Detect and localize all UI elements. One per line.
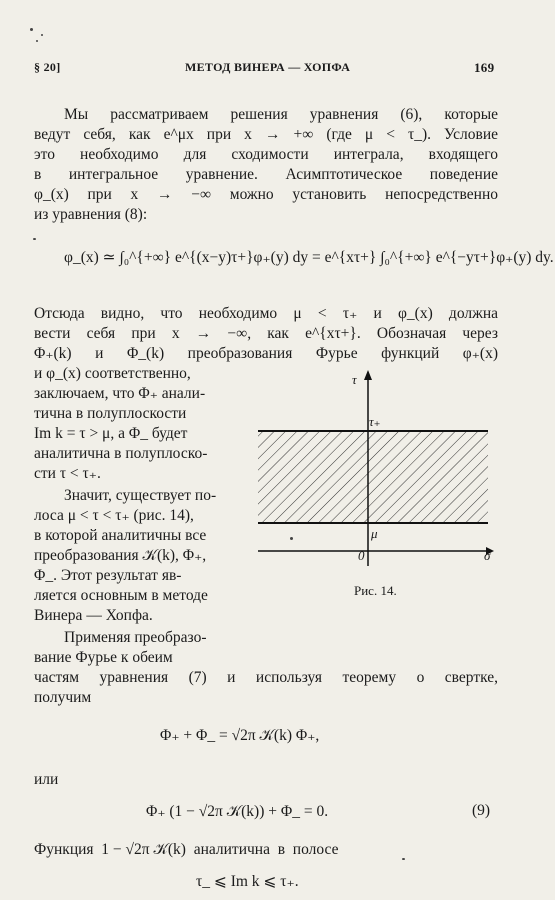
analyticity-strip bbox=[258, 431, 488, 523]
para2-line-1: Отсюда видно, что необходимо μ < τ₊ и φ_(x) должна bbox=[34, 305, 498, 322]
para4-line-2: получим bbox=[34, 689, 92, 706]
figure-label-tau: τ bbox=[352, 372, 357, 387]
para3-line-5: Φ_. Этот результат яв- bbox=[34, 567, 182, 584]
scan-speck bbox=[30, 28, 33, 31]
para1-line-3: это необходимо для сходимости интеграла, входящего bbox=[34, 146, 498, 163]
para3-line-2: лоса μ < τ < τ₊ (рис. 14), bbox=[34, 507, 194, 524]
final-equation: τ_ ⩽ Im k ⩽ τ₊. bbox=[196, 873, 299, 890]
equation-9-number: (9) bbox=[472, 802, 491, 819]
figure-label-mu: μ bbox=[371, 526, 378, 541]
para1-line-6: из уравнения (8): bbox=[34, 206, 148, 223]
vertical-axis-arrow bbox=[364, 370, 372, 380]
figure-label-origin: 0 bbox=[358, 548, 365, 563]
para1-line-2: ведут себя, как e^μx при x → +∞ (где μ < τ_). Условие bbox=[34, 126, 498, 143]
figure-label-tau-plus: τ₊ bbox=[369, 414, 381, 429]
para4-narrow-line-2: вание Фурье к обеим bbox=[34, 649, 173, 666]
equation-8: φ_(x) ≃ ∫₀^{+∞} e^{(x−y)τ+}φ₊(y) dy = e^{xτ+} ∫₀^{+∞} e^{−yτ+}φ₊(y) dy. bbox=[64, 249, 554, 266]
section-marker: § 20] bbox=[34, 60, 61, 74]
figure-14 bbox=[258, 368, 498, 568]
figure-caption: Рис. 14. bbox=[354, 583, 397, 598]
para3-line-4: преобразования 𝒦(k), Φ₊, bbox=[34, 547, 207, 564]
running-title: МЕТОД ВИНЕРА — ХОПФА bbox=[185, 60, 351, 74]
para1-line-4: в интегральное уравнение. Асимптотическое поведение bbox=[34, 166, 498, 183]
para2-narrow-line-6: сти τ < τ₊. bbox=[34, 465, 101, 482]
page-number: 169 bbox=[474, 60, 495, 75]
para4-line-1: частям уравнения (7) и используя теорему о свертке, bbox=[34, 669, 498, 686]
para3-line-7: Винера — Хопфа. bbox=[34, 607, 153, 624]
para1-line-1: Мы рассматриваем решения уравнения (6), которые bbox=[64, 106, 498, 123]
scan-speck bbox=[36, 40, 38, 42]
para2-narrow-line-5: аналитична в полуплоско- bbox=[34, 445, 208, 462]
scan-speck bbox=[33, 238, 36, 240]
para3-line-3: в которой аналитичны все bbox=[34, 527, 207, 544]
figure-label-sigma: σ bbox=[484, 548, 491, 563]
para3-line-6: ляется основным в методе bbox=[34, 587, 208, 604]
scan-speck bbox=[290, 537, 293, 540]
equation-a: Φ₊ + Φ_ = √2π 𝒦(k) Φ₊, bbox=[160, 727, 320, 744]
para2-narrow-line-2: заключаем, что Φ₊ анали- bbox=[34, 385, 206, 402]
scan-speck bbox=[41, 34, 43, 36]
scan-speck bbox=[402, 858, 405, 860]
para2-narrow-line-3: тична в полуплоскости bbox=[34, 405, 187, 422]
para3-line-1: Значит, существует по- bbox=[64, 487, 217, 504]
para2-line-2: вести себя при x → −∞, как e^{xτ+}. Обозначая через bbox=[34, 325, 498, 342]
para4-narrow-line-1: Применяя преобразо- bbox=[64, 629, 207, 646]
final-line: Функция 1 − √2π 𝒦(k) аналитична в полосе bbox=[34, 841, 339, 858]
para2-narrow-line-1: и φ_(x) соответственно, bbox=[34, 365, 191, 382]
or-word: или bbox=[34, 771, 59, 788]
para1-line-5: φ_(x) при x → −∞ можно установить непосредственно bbox=[34, 186, 498, 203]
para2-narrow-line-4: Im k = τ > μ, а Φ_ будет bbox=[34, 425, 188, 442]
equation-9: Φ₊ (1 − √2π 𝒦(k)) + Φ_ = 0. bbox=[146, 803, 329, 820]
para2-line-3: Φ₊(k) и Φ_(k) преобразования Фурье функций φ₊(x) bbox=[34, 345, 498, 362]
